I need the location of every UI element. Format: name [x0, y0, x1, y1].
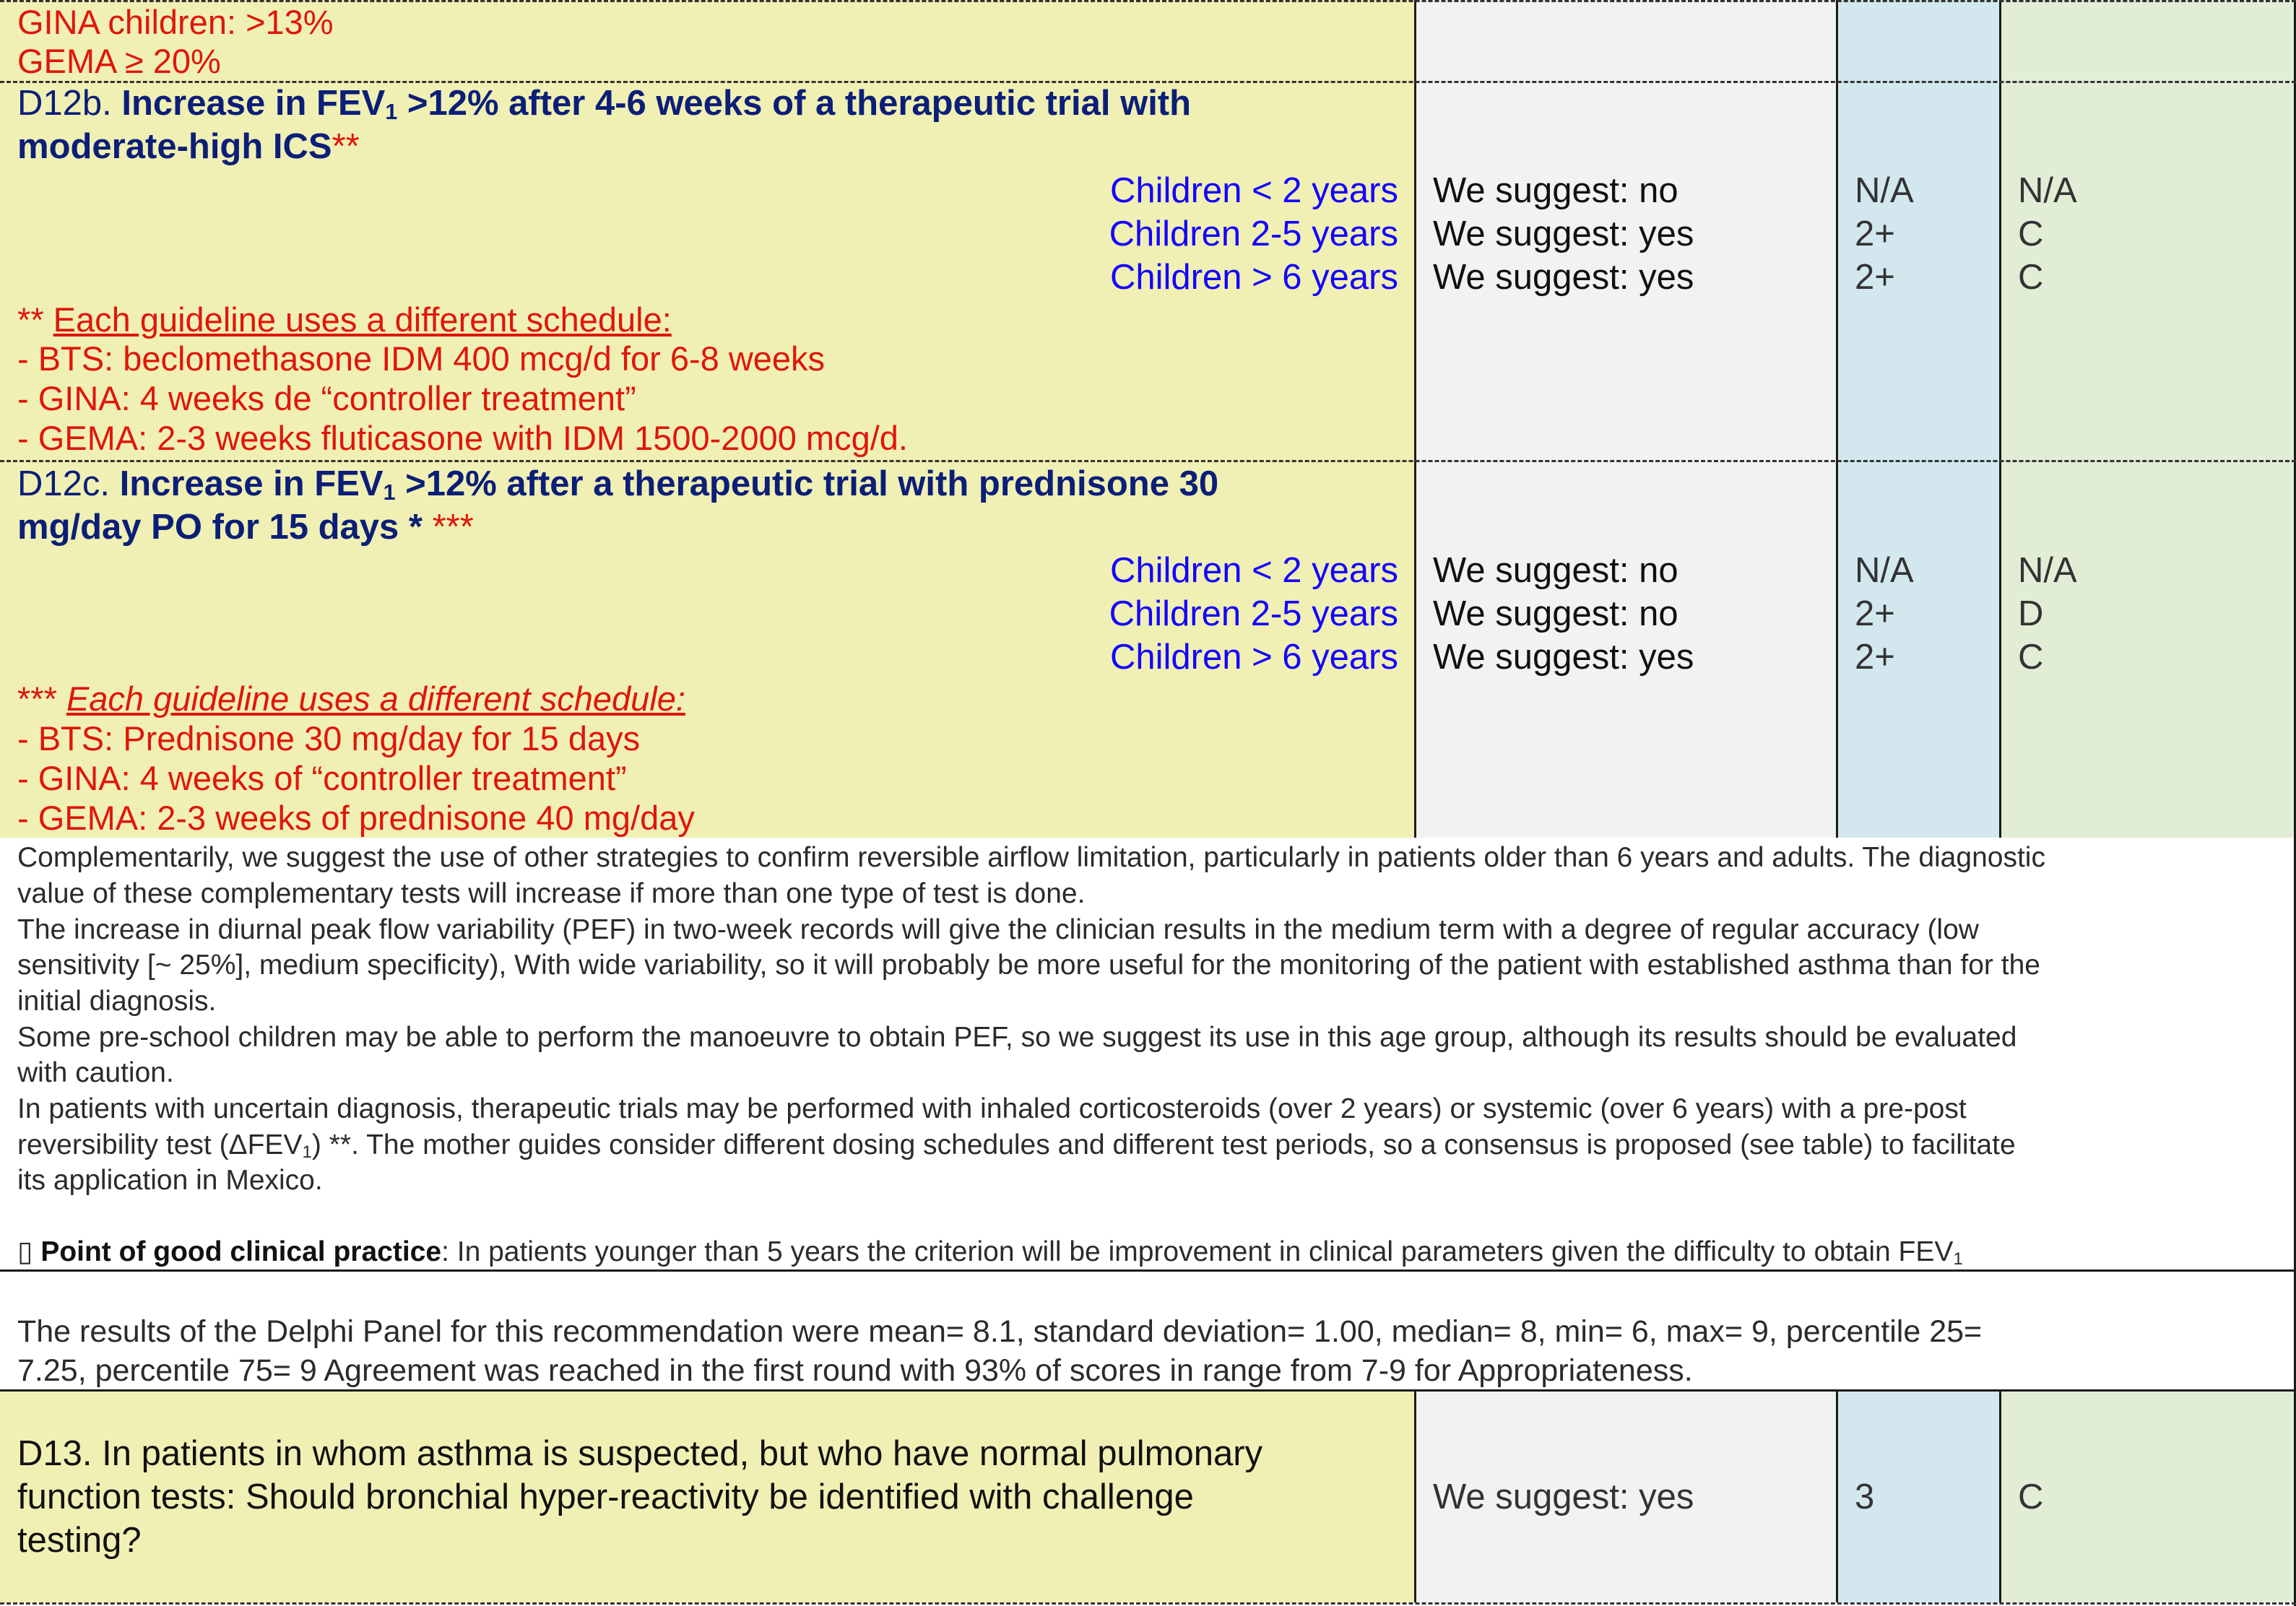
d12b-grade-0: N/A	[2018, 171, 2077, 210]
d12b-note-title-text: Each guideline uses a different schedule:	[53, 300, 672, 339]
d12c-title-line2	[17, 505, 474, 549]
d12c-grade-2: C	[2018, 638, 2044, 677]
row-top-notes	[0, 0, 2296, 82]
row-d12b	[0, 82, 2296, 461]
d12b-note-stars: **	[17, 300, 53, 339]
body-line-2: The increase in diurnal peak flow variability (PEF) in two-week records will give the clinician results in the medium term with a degree of regular accuracy (low	[17, 914, 1979, 945]
d12b-suggestion-0: We suggest: no	[1433, 171, 1678, 210]
d12c-age-2: Children > 6 years	[1109, 638, 1398, 677]
d12c-evidence-0: N/A	[1855, 551, 1914, 590]
d12b-grade-cell	[2001, 82, 2296, 461]
d12c-note-stars: ***	[17, 680, 66, 718]
d12c-suggestion-2: We suggest: yes	[1433, 638, 1694, 677]
row-d13	[0, 1392, 2296, 1602]
body-line-fev-a: reversibility test (ΔFEV	[17, 1129, 303, 1160]
row-d12c	[0, 461, 2296, 838]
d12c-note-title-text: Each guideline uses a different schedule:	[66, 680, 685, 718]
d13-suggestion: We suggest: yes	[1433, 1477, 1694, 1516]
d12b-grade-1: C	[2018, 214, 2044, 253]
d12c-note-1: - GINA: 4 weeks of “controller treatment”	[17, 759, 627, 797]
d12c-suggestion-cell	[1416, 461, 1837, 838]
row-divider-delphi	[0, 1269, 2296, 1272]
d12b-title-line2	[17, 125, 360, 168]
d12b-note-1: - GINA: 4 weeks de “controller treatment”	[17, 379, 636, 417]
d12c-evidence-1: 2+	[1855, 594, 1895, 633]
d12b-suggestion-1: We suggest: yes	[1433, 214, 1694, 253]
d12b-note-0: - BTS: beclomethasone IDM 400 mcg/d for 6-8 weeks	[17, 339, 826, 378]
d12c-suggestion-1: We suggest: no	[1433, 594, 1678, 633]
column-divider-2-d13	[1836, 1392, 1838, 1602]
d13-evidence: 3	[1855, 1477, 1875, 1516]
column-divider-1	[1414, 0, 1416, 838]
d12c-stars: ***	[432, 508, 474, 547]
d12c-id: D12c.	[17, 464, 120, 503]
body-line-5: Some pre-school children may be able to perform the manoeuvre to obtain PEF, so we suggest its use in this age group, although its results should be evaluated	[17, 1022, 2017, 1053]
good-practice-text: : In patients younger than 5 years the criterion will be improvement in clinical parameters given the difficulty to obtain FEV	[441, 1236, 1954, 1267]
row-divider-d13	[0, 1389, 2296, 1392]
d13-line-0: D13. In patients in whom asthma is suspected, but who have normal pulmonary	[17, 1434, 1263, 1473]
body-line-fev-b: ) **. The mother guides consider different dosing schedules and different test periods, so a consensus is proposed (see table) to facilitate	[311, 1129, 2016, 1160]
d12b-note-title	[17, 300, 672, 339]
body-line-3: sensitivity [~ 25%], medium specificity), With wide variability, so it will probably be more useful for the monitoring of the patient with established asthma than for the	[17, 950, 2040, 981]
d12c-grade-cell	[2001, 461, 2296, 838]
d12c-title-line2-text: mg/day PO for 15 days *	[17, 508, 433, 547]
delphi-line-0: The results of the Delphi Panel for this recommendation were mean= 8.1, standard deviation= 1.00, median= 8, min= 6, max= 9, percentile 25=	[17, 1314, 1983, 1349]
body-line-4: initial diagnosis.	[17, 986, 217, 1017]
d12b-evidence-cell	[1837, 82, 2001, 461]
d12b-question-cell	[0, 82, 1416, 461]
top-dashed-border	[0, 0, 2296, 2]
column-divider-1-d13	[1414, 1392, 1416, 1602]
d12c-grade-0: N/A	[2018, 551, 2077, 590]
body-line-6: with caution.	[17, 1057, 174, 1088]
d12b-evidence-2: 2+	[1855, 258, 1895, 297]
d12b-evidence-1: 2+	[1855, 214, 1895, 253]
d12b-grade-2: C	[2018, 258, 2044, 297]
d12b-age-0: Children < 2 years	[1109, 171, 1398, 210]
d12b-id: D12b.	[17, 84, 122, 123]
d12c-question-cell	[0, 461, 1416, 838]
bottom-dashed-border	[0, 1602, 2296, 1605]
d12b-title-b: >12% after 4-6 weeks of a therapeutic trial with	[397, 84, 1192, 123]
d12c-age-0: Children < 2 years	[1109, 551, 1398, 590]
d12c-title-a: Increase in FEV	[119, 464, 384, 503]
grade-cell	[2001, 0, 2296, 82]
d12c-note-title	[17, 680, 685, 719]
d12c-note-2: - GEMA: 2-3 weeks of prednisone 40 mg/day	[17, 799, 695, 837]
row-divider-d12b	[0, 81, 2296, 83]
d12b-suggestion-2: We suggest: yes	[1433, 258, 1694, 297]
d12b-note-2: - GEMA: 2-3 weeks fluticasone with IDM 1500-2000 mcg/d.	[17, 419, 908, 457]
d13-question-cell	[0, 1392, 1416, 1602]
delphi-line-1: 7.25, percentile 75= 9 Agreement was reached in the first round with 93% of scores in range from 7-9 for Appropriateness.	[17, 1353, 1693, 1388]
d12c-age-1: Children 2-5 years	[1109, 594, 1398, 633]
d13-line-2: testing?	[17, 1521, 142, 1560]
d12b-stars: **	[332, 127, 360, 166]
d13-evidence-cell	[1837, 1392, 2001, 1602]
d12c-title-sub: 1	[383, 480, 396, 505]
good-practice-icon: ▯	[17, 1236, 33, 1267]
body-text-block	[0, 838, 2296, 1269]
suggestion-cell	[1416, 0, 1837, 82]
column-divider-2	[1836, 0, 1838, 838]
good-practice-sub: 1	[1953, 1249, 1963, 1269]
d13-suggestion-cell	[1416, 1392, 1837, 1602]
column-divider-3	[1999, 0, 2001, 838]
d12b-title-line2-text: moderate-high ICS	[17, 127, 332, 166]
d12c-title-b: >12% after a therapeutic trial with prednisone 30	[395, 464, 1219, 503]
d12c-grade-1: D	[2018, 594, 2044, 633]
body-line-7: In patients with uncertain diagnosis, therapeutic trials may be performed with inhaled corticosteroids (over 2 years) or systemic (over 6 years) with a pre-post	[17, 1093, 1967, 1124]
d12b-age-2: Children > 6 years	[1109, 258, 1398, 297]
d13-grade-cell	[2001, 1392, 2296, 1602]
column-divider-3-d13	[1999, 1392, 2001, 1602]
d12b-title-sub: 1	[385, 100, 398, 125]
delphi-block	[0, 1272, 2296, 1389]
d12c-evidence-2: 2+	[1855, 638, 1895, 677]
row-divider-d12c	[0, 460, 2296, 462]
evidence-cell	[1837, 0, 2001, 82]
body-line-last: its application in Mexico.	[17, 1165, 323, 1196]
top-notes-cell	[0, 0, 1416, 82]
d12b-age-1: Children 2-5 years	[1109, 214, 1398, 253]
top-note-gina: GINA children: >13%	[17, 3, 334, 41]
body-line-fev-sub: 1	[302, 1142, 312, 1162]
d12c-note-0: - BTS: Prednisone 30 mg/day for 15 days	[17, 719, 641, 758]
d12b-title-a: Increase in FEV	[121, 84, 386, 123]
d12b-suggestion-cell	[1416, 82, 1837, 461]
d12c-suggestion-0: We suggest: no	[1433, 551, 1678, 590]
body-line-1: value of these complementary tests will increase if more than one type of test is done.	[17, 878, 1086, 909]
d12c-evidence-cell	[1837, 461, 2001, 838]
top-note-gema: GEMA ≥ 20%	[17, 42, 221, 80]
d13-grade: C	[2018, 1477, 2044, 1516]
good-practice-label: Point of good clinical practice	[40, 1236, 442, 1267]
d12b-evidence-0: N/A	[1855, 171, 1914, 210]
d13-line-1: function tests: Should bronchial hyper-reactivity be identified with challenge	[17, 1477, 1194, 1516]
body-line-0: Complementarily, we suggest the use of other strategies to confirm reversible airflow limitation, particularly in patients older than 6 years and adults. The diagnostic	[17, 842, 2045, 873]
